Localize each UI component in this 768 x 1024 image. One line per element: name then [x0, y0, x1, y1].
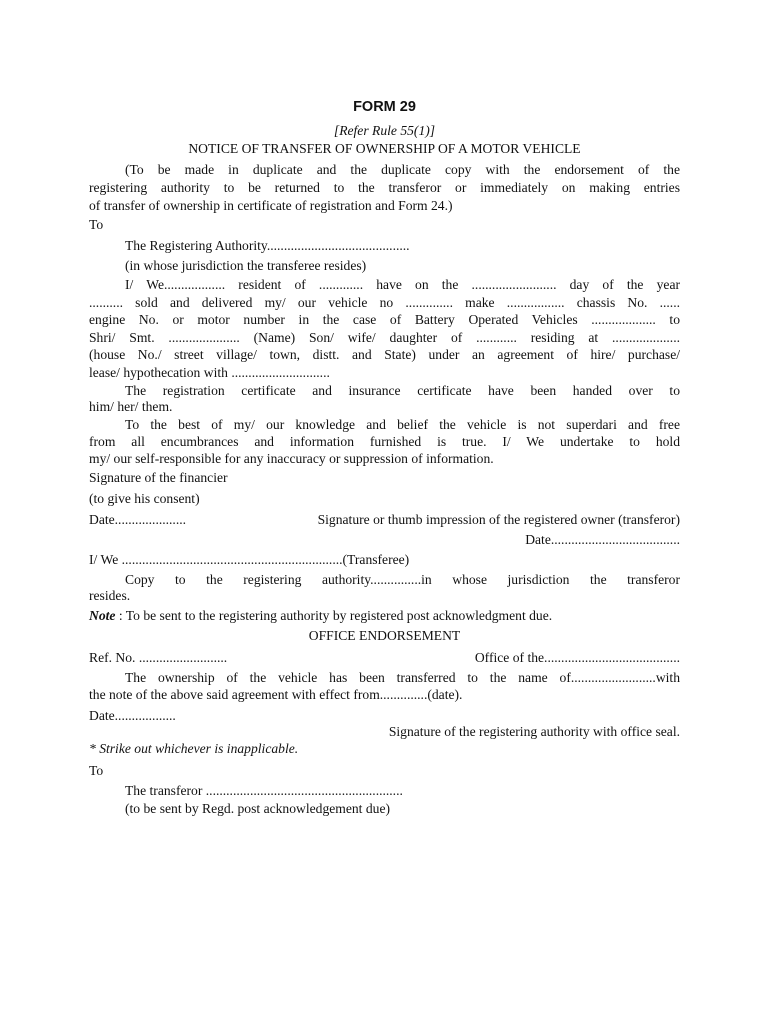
regd-post-line: (to be sent by Regd. post acknowledgement due): [125, 801, 391, 816]
authority-signature-label: Signature of the registering authority with office seal.: [388, 724, 680, 739]
transferor-line: The transferor ..........................................................: [125, 783, 403, 798]
belief-line-1: To the best of my/ our knowledge and belief the vehicle is not superdari and free: [125, 417, 680, 432]
certificates-line-1: The registration certificate and insurance certificate have been handed over to: [125, 383, 680, 398]
authority-line: The Registering Authority..........................................: [125, 238, 410, 253]
instruction-line-3: of transfer of ownership in certificate of registration and Form 24.): [89, 198, 453, 213]
ref-no: Ref. No. ..........................: [89, 650, 228, 665]
instruction-line-2: registering authority to be returned to the transferor or immediately on making entries: [89, 180, 680, 195]
form-title: FORM 29: [353, 99, 416, 115]
office-of: Office of the........................................: [474, 650, 680, 665]
ownership-line-2: the note of the above said agreement with effect from..............(date).: [89, 687, 463, 702]
rule-reference: [Refer Rule 55(1)]: [333, 123, 436, 138]
strike-out-note: * Strike out whichever is inapplicable.: [89, 741, 299, 756]
ownership-line-1: The ownership of the vehicle has been transferred to the name of.........................with: [125, 670, 680, 685]
to-label-2: To: [89, 763, 104, 778]
declaration-line-5: (house No./ street village/ town, distt. and State) under an agreement of hire/ purchase/: [89, 347, 680, 362]
office-endorsement-heading: OFFICE ENDORSEMENT: [308, 628, 461, 643]
declaration-line-3: engine No. or motor number in the case of Battery Operated Vehicles ................... to: [89, 312, 680, 327]
certificates-line-2: him/ her/ them.: [89, 399, 173, 414]
date-owner-row: [89, 511, 680, 528]
declaration-line-2: .......... sold and delivered my/ our vehicle no .............. make ................. chassis No. ......: [89, 295, 680, 310]
note-line: [89, 607, 680, 624]
financier-signature-label: Signature of the financier: [89, 470, 228, 485]
date-label: Date.....................: [89, 512, 187, 527]
note-label: Note: [89, 608, 116, 623]
note-text: : To be sent to the registering authority by registered post acknowledgment due.: [115, 608, 553, 623]
financier-consent-label: (to give his consent): [89, 491, 200, 506]
copy-to-line-1: Copy to the registering authority...............in whose jurisdiction the transferor: [125, 572, 680, 587]
belief-line-2: from all encumbrances and information furnished is true. I/ We undertake to hold: [89, 434, 680, 449]
owner-signature-label: Signature or thumb impression of the registered owner (transferor): [317, 512, 680, 527]
to-label: To: [89, 217, 104, 232]
jurisdiction-line: (in whose jurisdiction the transferee resides): [125, 258, 367, 273]
copy-to-line-2: resides.: [89, 588, 131, 603]
belief-line-3: my/ our self-responsible for any inaccuracy or suppression of information.: [89, 451, 494, 466]
date-label-2: Date..................: [89, 708, 176, 723]
transferee-line: I/ We .................................................................(Transferee): [89, 552, 410, 567]
notice-heading: NOTICE OF TRANSFER OF OWNERSHIP OF A MOTOR VEHICLE: [188, 141, 581, 156]
date-right: Date......................................: [525, 532, 680, 547]
declaration-line-6: lease/ hypothecation with .............................: [89, 365, 330, 380]
instruction-line-1: (To be made in duplicate and the duplicate copy with the endorsement of the: [125, 162, 680, 177]
declaration-line-1: I/ We.................. resident of ............. have on the ......................... day of the year: [125, 277, 680, 292]
declaration-line-4: Shri/ Smt. ..................... (Name) Son/ wife/ daughter of ............ residing at ....................: [89, 330, 680, 345]
ref-office-row: [89, 649, 680, 666]
